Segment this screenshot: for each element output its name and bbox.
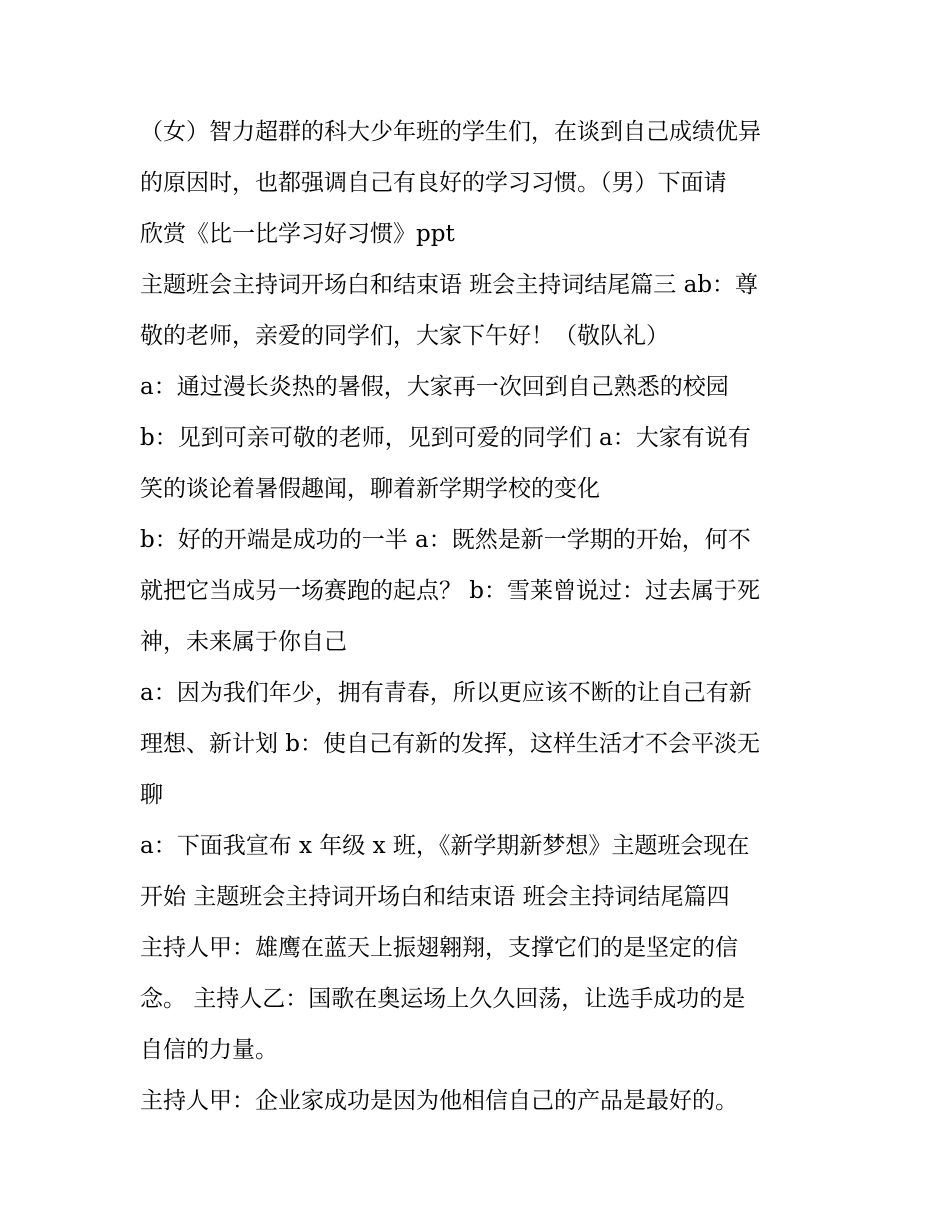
paragraph bbox=[140, 668, 820, 821]
text-line: 理想、新计划 b：使自己有新的发挥，这样生活才不会平淡无 bbox=[140, 731, 761, 757]
text-line: （女）智力超群的科大少年班的学生们，在谈到自己成绩优异 bbox=[140, 119, 761, 145]
text-line: a：因为我们年少，拥有青春，所以更应该不断的让自己有新 bbox=[140, 680, 752, 706]
paragraph bbox=[140, 107, 820, 260]
text-line: 聊 bbox=[140, 782, 163, 808]
paragraph bbox=[140, 515, 820, 668]
paragraph bbox=[140, 413, 820, 515]
text-line: a：下面我宣布 x 年级 x 班，《新学期新梦想》主题班会现在 bbox=[140, 833, 750, 859]
text-line: 念。 主持人乙：国歌在奥运场上久久回荡，让选手成功的是 bbox=[140, 986, 746, 1012]
text-line: 主题班会主持词开场白和结束语 班会主持词结尾篇三 ab：尊 bbox=[140, 272, 759, 298]
text-line: 开始 主题班会主持词开场白和结束语 班会主持词结尾篇四 bbox=[140, 884, 730, 910]
text-line: 主持人甲：雄鹰在蓝天上振翅翱翔，支撑它们的是坚定的信 bbox=[140, 935, 738, 961]
text-line: 就把它当成另一场赛跑的起点？ b：雪莱曾说过：过去属于死 bbox=[140, 578, 761, 604]
paragraph bbox=[140, 362, 820, 413]
text-line: 欣赏《比一比学习好习惯》ppt bbox=[140, 221, 455, 247]
text-line: 笑的谈论着暑假趣闻，聊着新学期学校的变化 bbox=[140, 476, 600, 502]
text-line: b：好的开端是成功的一半 a：既然是新一学期的开始，何不 bbox=[140, 527, 751, 553]
text-line: 主持人甲：企业家成功是因为他相信自己的产品是最好的。 bbox=[140, 1088, 738, 1114]
paragraph bbox=[140, 1076, 820, 1127]
paragraph bbox=[140, 821, 820, 1076]
text-line: b：见到可亲可敬的老师，见到可爱的同学们 a：大家有说有 bbox=[140, 425, 751, 451]
text-line: a：通过漫长炎热的暑假，大家再一次回到自己熟悉的校园 bbox=[140, 374, 729, 400]
document-body bbox=[140, 107, 820, 1127]
text-line: 自信的力量。 bbox=[140, 1037, 278, 1063]
text-line: 敬的老师，亲爱的同学们，大家下午好！（敬队礼） bbox=[140, 323, 669, 349]
paragraph bbox=[140, 260, 820, 362]
text-line: 的原因时，也都强调自己有良好的学习习惯。（男）下面请 bbox=[140, 170, 727, 196]
text-line: 神，未来属于你自己 bbox=[140, 629, 347, 655]
